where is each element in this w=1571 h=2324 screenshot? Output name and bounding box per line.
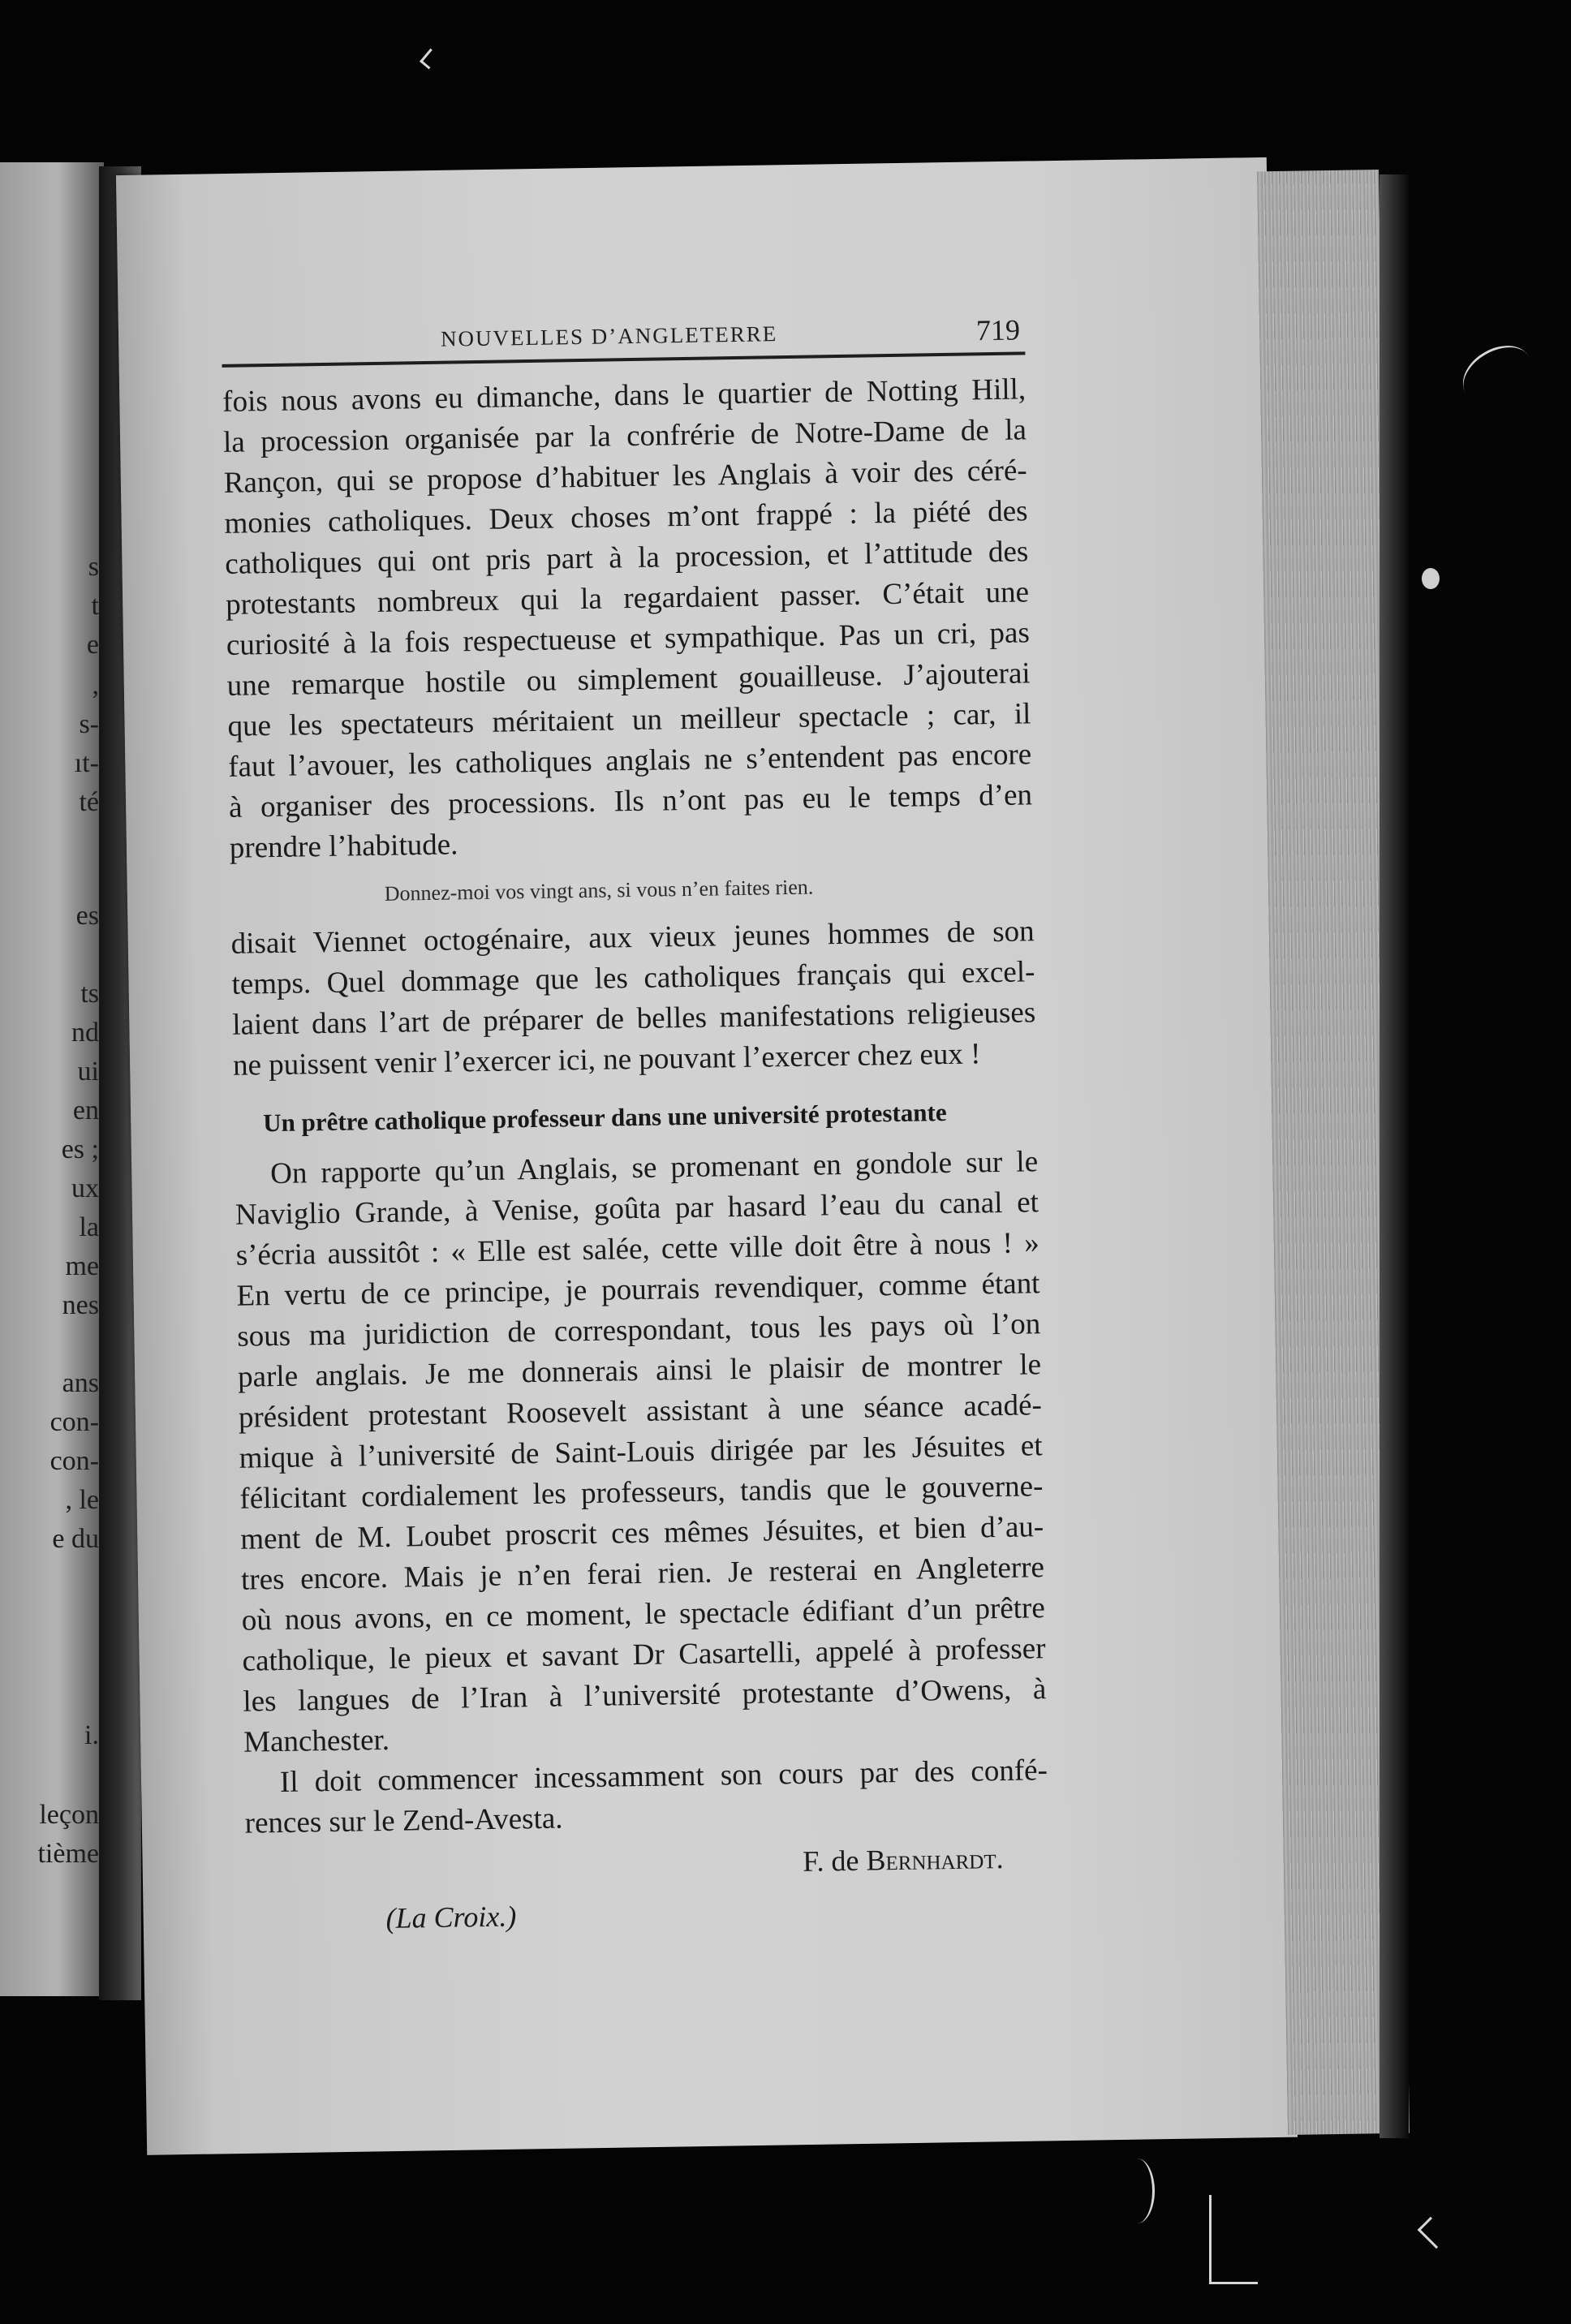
text-line: où nous avons, en ce moment, le spectacle édifiant d’un prêtre — [241, 1591, 1046, 1638]
text-line: monies catholiques. Deux choses m’ont frappé : la piété des — [224, 494, 1028, 540]
text-line: Rançon, qui se propose d’habituer les Anglais à voir des céré- — [223, 454, 1028, 500]
left-page-fragment: nes — [62, 1290, 99, 1320]
scan-mark — [1418, 2217, 1450, 2249]
text-line: curiosité à la fois respectueuse et sympathique. Pas un cri, pas — [226, 616, 1031, 662]
text-line: mique à l’université de Saint-Louis dirigée par les Jésuites et — [239, 1429, 1043, 1475]
signature-prefix: F. de — [803, 1844, 867, 1878]
left-page-fragment: es — [75, 901, 99, 931]
left-page-fragment: , — [92, 670, 99, 700]
scan-mark — [420, 49, 440, 70]
page-text — [222, 314, 1050, 1939]
text-line: catholique, le pieux et savant Dr Casartelli, appelé à professer — [242, 1632, 1046, 1678]
fore-edge-shadow — [1379, 174, 1409, 2138]
text-line: tres encore. Mais je n’en ferai rien. Je resterai en Angleterre — [240, 1551, 1045, 1597]
left-page-fragment: en — [72, 1095, 99, 1125]
left-page-fragment: ui — [77, 1057, 99, 1087]
text-line: faut l’avouer, les catholiques anglais ne s’entendent pas encore — [227, 738, 1032, 784]
text-line: prendre l’habitude. — [229, 828, 458, 865]
text-line: Manchester. — [243, 1723, 390, 1759]
left-page-fragment: e du — [52, 1524, 99, 1554]
paragraph-venise — [235, 1142, 1048, 1762]
text-line: Il doit commencer incessamment son cours par des confé- — [279, 1754, 1048, 1799]
left-page-fragment: ux — [71, 1173, 99, 1203]
text-line: félicitant cordialement les professeurs, tandis que le gouverne- — [239, 1470, 1044, 1516]
left-page-edge — [0, 162, 104, 1996]
scan-mark — [1453, 334, 1541, 415]
scan-mark — [1209, 2282, 1258, 2287]
paragraph-viennet — [230, 911, 1036, 1087]
scan-mark — [1120, 2158, 1155, 2223]
text-line: ne puissent venir l’exercer ici, ne pouvant l’exercer chez eux ! — [232, 1037, 981, 1082]
text-line: En vertu de ce principe, je pourrais revendiquer, comme étant — [236, 1267, 1040, 1313]
scan-mark — [1422, 568, 1440, 589]
text-line: à organiser des processions. Ils n’ont pas eu le temps d’en — [228, 778, 1033, 824]
paragraph-procession — [222, 369, 1033, 868]
text-line: fois nous avons eu dimanche, dans le quartier de Notting Hill, — [222, 372, 1027, 419]
paragraph-cours — [244, 1750, 1048, 1844]
text-line: président protestant Roosevelt assistant à une séance acadé- — [238, 1388, 1043, 1435]
text-line: temps. Quel dommage que les catholiques français qui excel- — [231, 955, 1035, 1001]
text-line: parle anglais. Je me donnerais ainsi le plaisir de montrer le — [237, 1348, 1042, 1394]
author-signature — [245, 1838, 1049, 1890]
left-page-fragment: con- — [49, 1407, 99, 1437]
left-page-fragment: t — [91, 591, 99, 621]
left-page-fragment: ans — [62, 1368, 99, 1398]
left-page-fragment: s- — [79, 709, 99, 739]
source-citation: (La Croix.) — [385, 1900, 517, 1935]
left-page-fragment: nd — [71, 1018, 99, 1048]
left-page-fragment: , le — [65, 1485, 99, 1515]
text-line: rences sur le Zend-Avesta. — [244, 1801, 563, 1840]
text-line: les langues de l’Iran à l’université protestante d’Owens, à — [243, 1672, 1047, 1719]
signature-name: Bernhardt. — [866, 1842, 1004, 1877]
left-page-fragment: es ; — [61, 1134, 99, 1164]
left-page-fragment: tième — [37, 1839, 99, 1869]
left-page-fragment: s — [88, 552, 99, 582]
text-line: sous ma juridiction de correspondant, tous les pays où l’on — [237, 1307, 1041, 1354]
left-page-fragment: con- — [49, 1446, 99, 1476]
text-line: que les spectateurs méritaient un meilleur spectacle ; car, il — [227, 697, 1031, 743]
text-line: laient dans l’art de préparer de belles manifestations religieuses — [231, 996, 1036, 1042]
section-heading: Un prêtre catholique professeur dans une université protestante — [262, 1097, 947, 1138]
text-line: catholiques qui ont pris part à la procession, et l’attitude des — [225, 535, 1029, 581]
left-page-fragment: la — [79, 1212, 99, 1242]
text-line: une remarque hostile ou simplement gouailleuse. J’ajouterai — [226, 656, 1031, 703]
page-number: 719 — [975, 313, 1021, 347]
left-page-fragment: ıt- — [74, 748, 99, 778]
text-line: On rapporte qu’un Anglais, se promenant en gondole sur le — [269, 1145, 1039, 1191]
left-page-fragment: leçon — [39, 1800, 99, 1830]
text-line: ment de M. Loubet proscrit ces mêmes Jésuites, et bien d’au- — [239, 1510, 1044, 1556]
left-page-fragment: me — [65, 1251, 99, 1281]
text-line: la procession organisée par la confrérie de Notre-Dame de la — [222, 413, 1027, 459]
text-line: protestants nombreux qui la regardaient passer. C’était une — [225, 575, 1030, 622]
left-page-fragment: ts — [80, 979, 99, 1009]
block-quote: Donnez-moi vos vingt ans, si vous n’en faites rien. — [384, 875, 814, 906]
left-page-fragment: i. — [84, 1720, 99, 1750]
text-line: disait Viennet octogénaire, aux vieux jeunes hommes de son — [230, 915, 1035, 961]
scan-mark — [1209, 2195, 1215, 2284]
running-title: NOUVELLES D’ANGLETERRE — [440, 321, 778, 351]
text-line: Naviglio Grande, à Venise, goûta par hasard l’eau du canal et — [235, 1186, 1039, 1232]
left-page-fragment: té — [79, 787, 99, 817]
text-line: s’écria aussitôt : « Elle est salée, cette ville doit être à nous ! » — [235, 1226, 1039, 1272]
left-page-fragment: e — [86, 630, 99, 660]
